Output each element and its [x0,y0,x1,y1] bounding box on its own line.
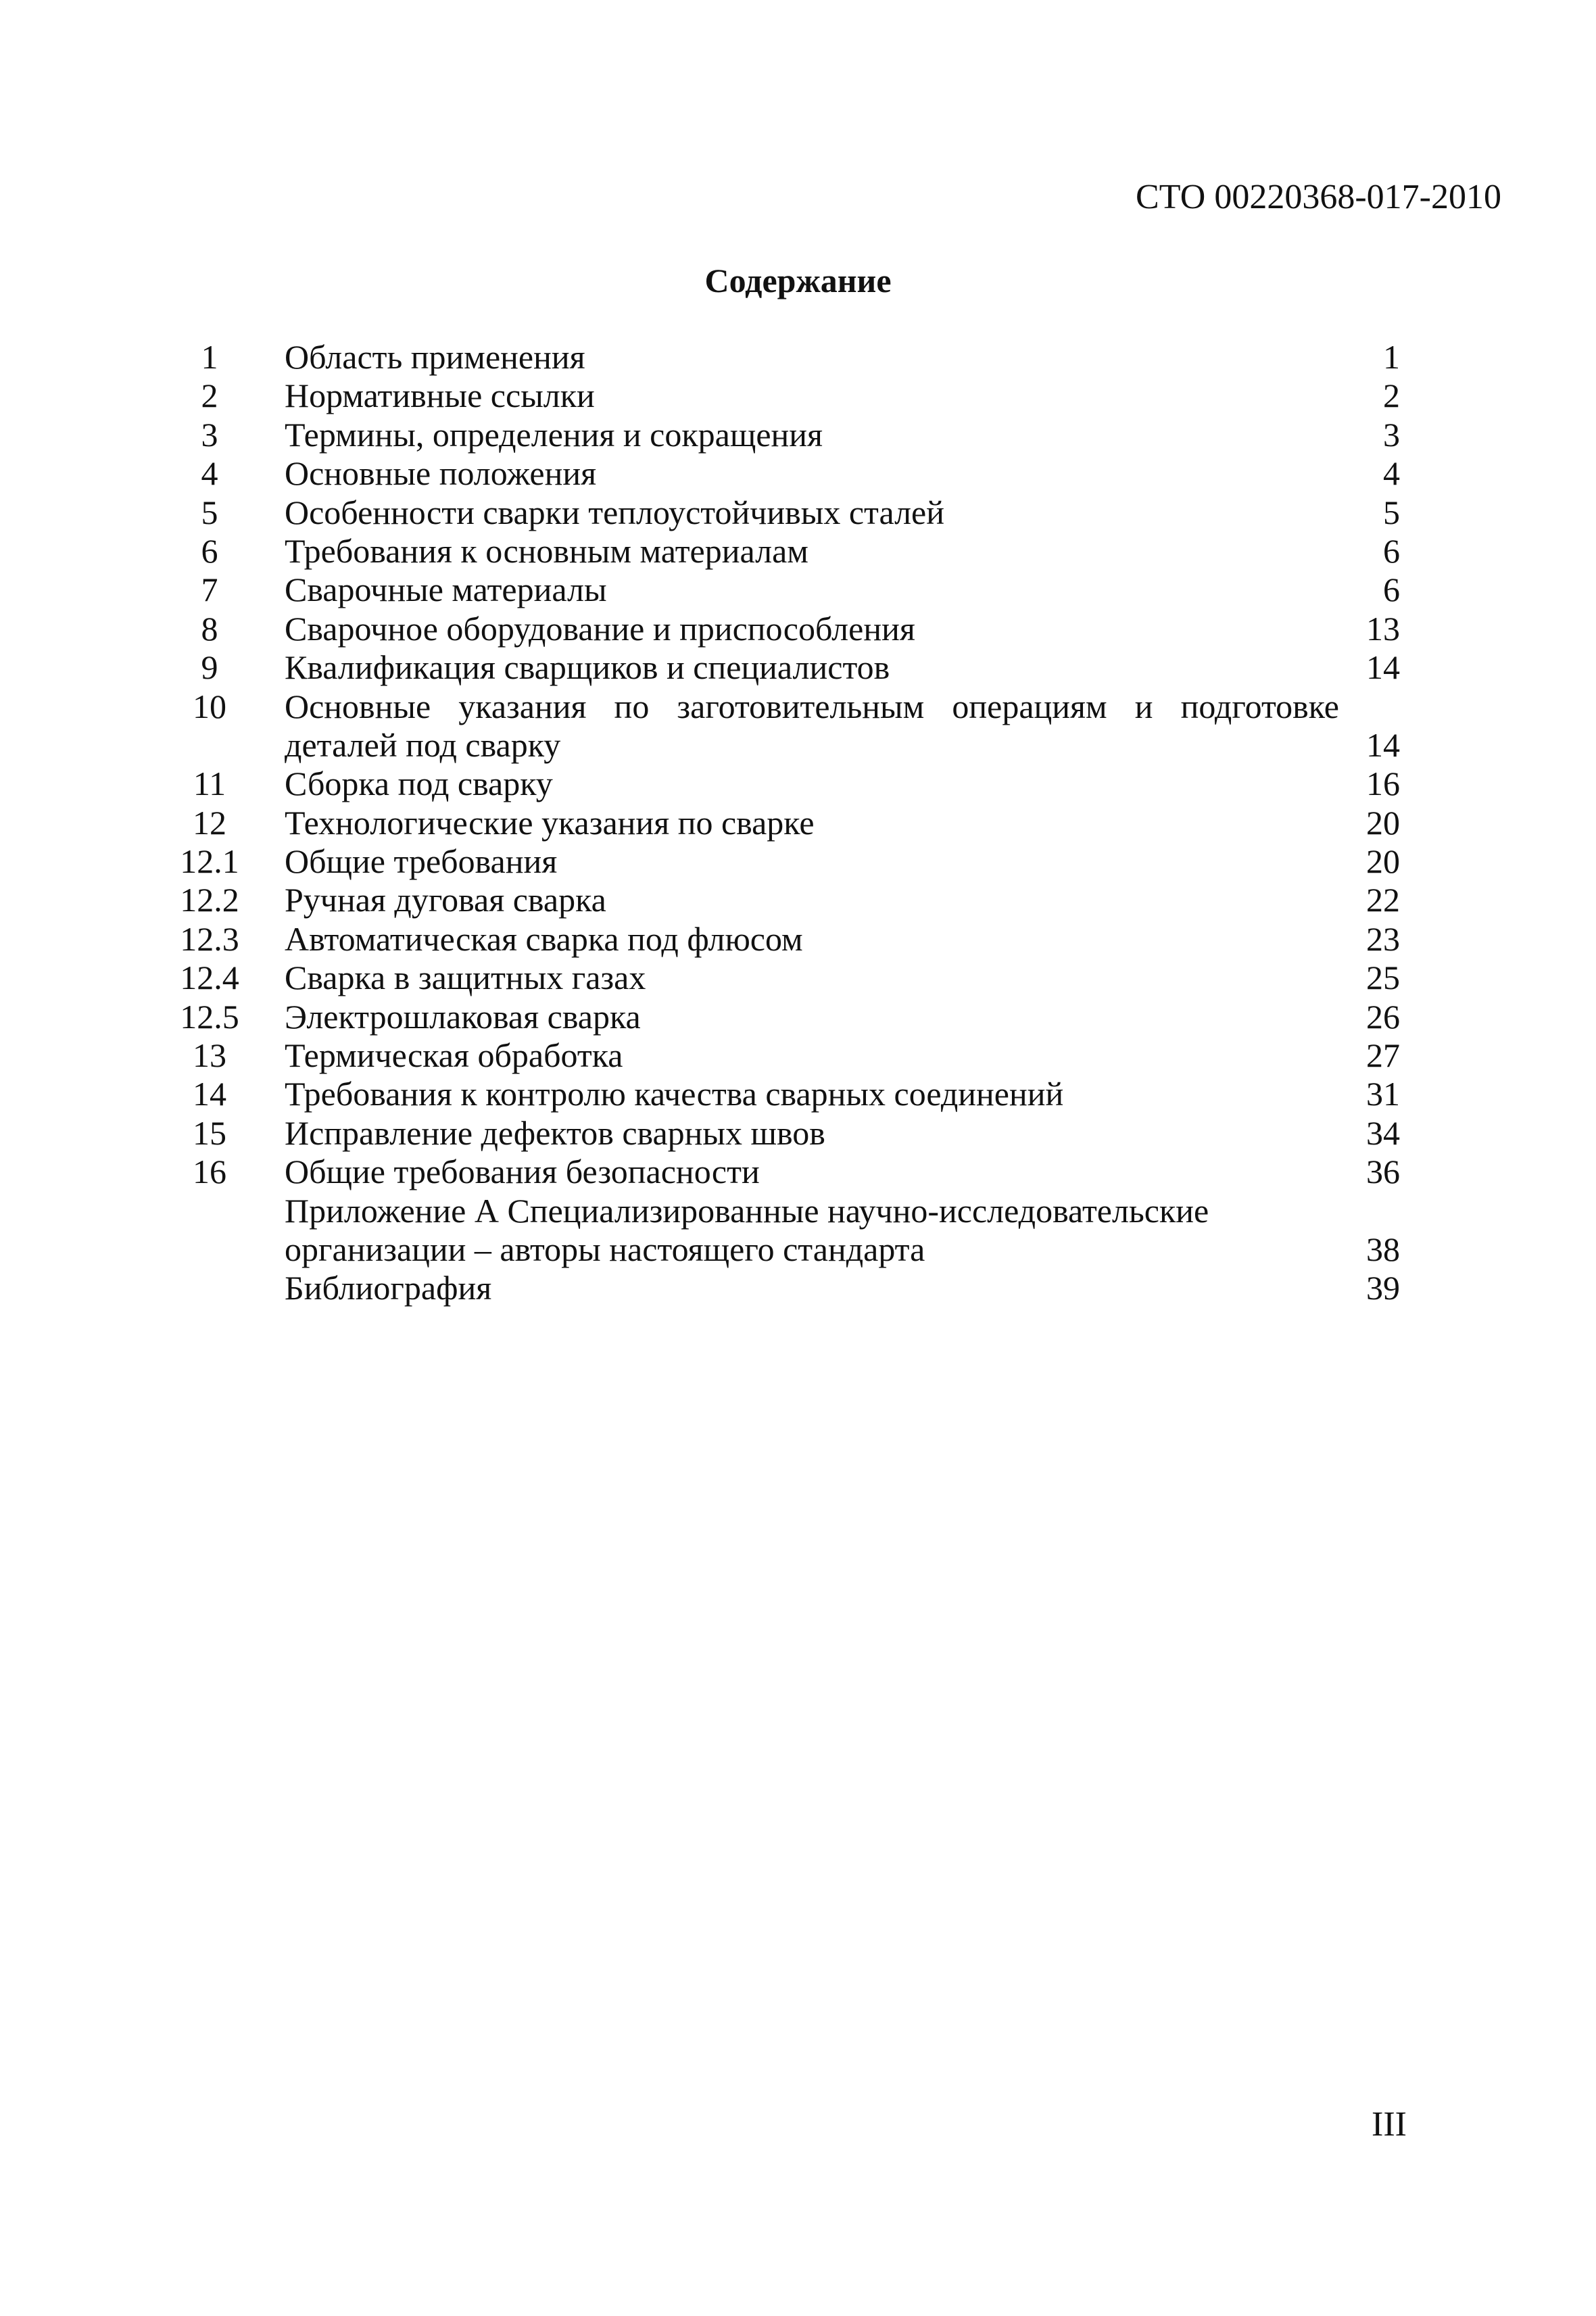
toc-row [0,1075,1596,1113]
toc-section-title: Сварочные материалы [285,571,607,609]
toc-section-title: Приложение А Специализированные научно-исследовательские [285,1191,1209,1230]
toc-section-title: Электрошлаковая сварка [285,997,641,1036]
toc-page-number: 5 [1383,493,1400,531]
toc-section-title: Основные указания по заготовительным операциям и подготовке [285,687,1339,725]
toc-section-title: Основные положения [285,454,597,493]
toc-section-number: 12.2 [180,881,239,919]
toc-section-title: Сборка под сварку [285,765,553,803]
toc-row [0,1230,1596,1269]
toc-section-title: Нормативные ссылки [285,377,595,415]
table-of-contents [0,338,1596,1308]
toc-row [0,1036,1596,1075]
toc-page-number: 27 [1366,1036,1400,1075]
toc-section-title: Общие требования безопасности [285,1153,760,1191]
toc-row [0,804,1596,842]
toc-row [0,571,1596,609]
toc-page-number: 38 [1366,1230,1400,1268]
toc-row [0,687,1596,726]
toc-section-number: 9 [201,648,218,687]
toc-section-number: 16 [193,1153,226,1191]
toc-page-number: 39 [1366,1269,1400,1307]
toc-page-number: 20 [1366,803,1400,842]
toc-section-number: 13 [193,1036,226,1075]
toc-section-title: Сварка в защитных газах [285,959,646,997]
toc-page-number: 36 [1366,1153,1400,1191]
toc-section-title: Сварочное оборудование и приспособления [285,609,915,648]
toc-section-number: 12 [193,803,226,842]
toc-section-number: 15 [193,1113,226,1152]
toc-page-number: 14 [1366,725,1400,764]
document-code: СТО 00220368-017-2010 [1136,178,1501,216]
toc-section-number: 1 [201,338,218,376]
toc-row [0,493,1596,532]
page-number: III [1372,2105,1407,2144]
toc-page-number: 6 [1383,571,1400,609]
toc-page-number: 13 [1366,609,1400,648]
toc-section-number: 14 [193,1075,226,1113]
toc-section-title: организации – авторы настоящего стандарта [285,1230,925,1268]
toc-section-title: Термины, определения и сокращения [285,415,823,454]
toc-page-number: 25 [1366,959,1400,997]
toc-page-number: 34 [1366,1113,1400,1152]
toc-row [0,532,1596,571]
toc-row [0,726,1596,765]
toc-page-number: 3 [1383,415,1400,454]
toc-section-number: 4 [201,454,218,493]
toc-section-title: Квалификация сварщиков и специалистов [285,648,890,687]
toc-row [0,920,1596,959]
toc-section-number: 5 [201,493,218,531]
toc-row [0,416,1596,454]
toc-page-number: 1 [1383,338,1400,376]
toc-section-title: Область применения [285,338,585,376]
toc-section-title: деталей под сварку [285,725,561,764]
toc-row [0,842,1596,881]
toc-page-number: 2 [1383,377,1400,415]
toc-row [0,454,1596,493]
toc-section-number: 12.4 [180,959,239,997]
toc-section-number: 12.1 [180,842,239,881]
toc-page-number: 20 [1366,842,1400,881]
toc-section-number: 12.3 [180,919,239,958]
toc-section-title: Ручная дуговая сварка [285,881,606,919]
toc-row [0,338,1596,377]
toc-section-number: 12.5 [180,997,239,1036]
toc-page-number: 31 [1366,1075,1400,1113]
toc-row [0,610,1596,648]
toc-page-number: 6 [1383,531,1400,570]
toc-row [0,377,1596,415]
toc-section-number: 2 [201,377,218,415]
toc-section-title: Требования к контролю качества сварных соединений [285,1075,1064,1113]
toc-row [0,648,1596,687]
toc-row [0,998,1596,1036]
toc-title: Содержание [704,262,892,299]
toc-section-number: 6 [201,531,218,570]
toc-page-number: 4 [1383,454,1400,493]
toc-row [0,1192,1596,1230]
toc-page-number: 22 [1366,881,1400,919]
toc-row [0,959,1596,997]
toc-page-number: 16 [1366,765,1400,803]
toc-section-title: Исправление дефектов сварных швов [285,1113,825,1152]
toc-row [0,765,1596,803]
toc-section-number: 3 [201,415,218,454]
toc-section-title: Автоматическая сварка под флюсом [285,919,803,958]
toc-row [0,1269,1596,1307]
toc-section-title: Особенности сварки теплоустойчивых сталей [285,493,945,531]
toc-row [0,881,1596,919]
toc-section-number: 8 [201,609,218,648]
toc-section-title: Требования к основным материалам [285,531,808,570]
toc-section-number: 7 [201,571,218,609]
toc-section-title: Общие требования [285,842,558,881]
toc-section-title: Библиография [285,1269,492,1307]
toc-row [0,1153,1596,1191]
toc-section-title: Технологические указания по сварке [285,803,815,842]
toc-page-number: 14 [1366,648,1400,687]
toc-page-number: 23 [1366,919,1400,958]
toc-page-number: 26 [1366,997,1400,1036]
toc-section-number: 10 [193,687,226,725]
toc-section-title: Термическая обработка [285,1036,623,1075]
toc-row [0,1114,1596,1153]
toc-section-number: 11 [193,765,226,803]
